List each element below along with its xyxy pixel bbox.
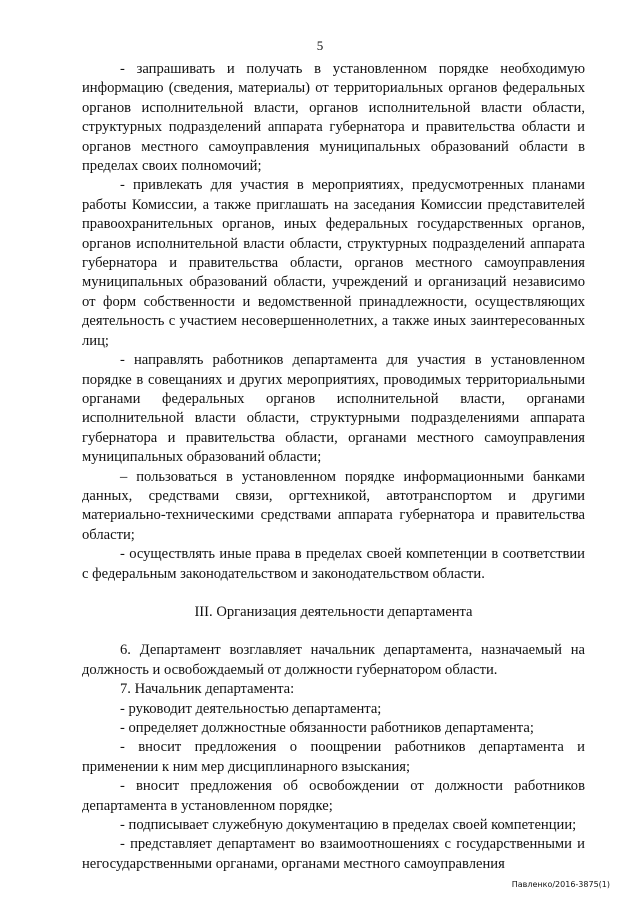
- section-heading: III. Организация деятельности департамента: [194, 603, 473, 620]
- paragraph-manages: - руководит деятельностью департамента;: [120, 700, 382, 717]
- paragraph-signs-documents: - подписывает служебную документацию в пределах своей компетенции;: [120, 817, 577, 834]
- paragraph-involve-participants: - привлекать для участия в мероприятиях, предусмотренных планами работы Комиссии, а также приглашать на заседания Комиссии представителей правоохранительных органов, иных федеральных государственных органов, органов исполнительной власти области, структурных подразделений аппарата губернатора и правительства области, органов местного самоуправления муниципальных образований области, учреждений и организаций независимо от форм собственности и ведомственной принадлежности, осуществляющих деятельность с участием несовершеннолетних, а также иных заинтересованных лиц;: [82, 177, 585, 349]
- paragraph-proposes-dismissal: - вносит предложения об освобождении от должности работников департамента в установленном порядке;: [82, 778, 585, 814]
- paragraph-item-6: 6. Департамент возглавляет начальник департамента, назначаемый на должность и освобождаемый от должности губернатором области.: [82, 642, 585, 678]
- document-body: [82, 60, 585, 874]
- page-number: 5: [316, 38, 324, 53]
- paragraph-item-7: 7. Начальник департамента:: [120, 681, 295, 698]
- paragraph-other-rights: - осуществлять иные права в пределах своей компетенции в соответствии с федеральным законодательством и законодательством области.: [82, 546, 585, 582]
- document-footer-code: Павленко/2016-3875(1): [511, 880, 610, 889]
- paragraph-use-databanks: – пользоваться в установленном порядке информационными банками данных, средствами связи, оргтехникой, автотранспортом и другими материально-техническими средствами аппарата губернатора и правительства области;: [82, 468, 585, 543]
- paragraph-defines-duties: - определяет должностные обязанности работников департамента;: [120, 720, 534, 736]
- paragraph-proposes-rewards: - вносит предложения о поощрении работников департамента и применении к ним мер дисциплинарного взыскания;: [82, 739, 585, 775]
- paragraph-represents-department: - представляет департамент во взаимоотношениях с государственными и негосударственными органами, органами местного самоуправления: [82, 836, 585, 872]
- paragraph-request-information: - запрашивать и получать в установленном порядке необходимую информацию (сведения, материалы) от территориальных органов федеральных органов исполнительной власти, органов исполнительной власти области, структурных подразделений аппарата губернатора и правительства области и органов местного самоуправления муниципальных образований области в пределах своих полномочий;: [82, 61, 585, 175]
- paragraph-send-employees: - направлять работников департамента для участия в установленном порядке в совещаниях и других мероприятиях, проводимых территориальными органами федеральных органов исполнительной власти, органами исполнительной власти области, структурными подразделениями аппарата губернатора и правительства области, органами местного самоуправления муниципальных образований области;: [82, 352, 585, 466]
